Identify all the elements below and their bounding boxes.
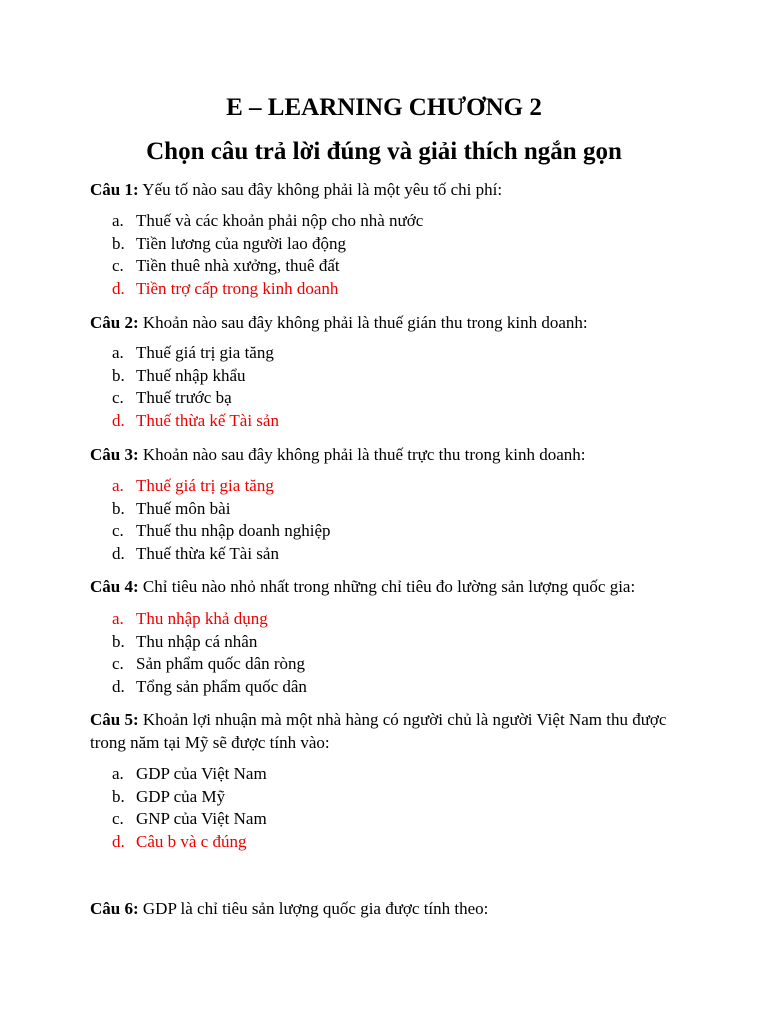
option-item bbox=[90, 410, 690, 433]
option-letter: b. bbox=[112, 365, 125, 385]
question-label: Câu 5: bbox=[90, 710, 139, 729]
option-text: Tổng sản phẩm quốc dân bbox=[136, 676, 307, 696]
option-text: GNP của Việt Nam bbox=[136, 809, 267, 828]
option-item bbox=[90, 786, 690, 809]
question-label: Câu 4: bbox=[90, 577, 139, 596]
question-text: Khoản nào sau đây không phải là thuế trực thu trong kinh doanh: bbox=[142, 445, 586, 464]
option-item bbox=[90, 210, 690, 233]
option-letter: a. bbox=[112, 476, 124, 495]
option-text: Thuế môn bài bbox=[136, 498, 231, 518]
question-text: Yếu tố nào sau đây không phải là một yêu tố chi phí: bbox=[142, 180, 503, 199]
option-letter: d. bbox=[112, 543, 125, 563]
option-letter: d. bbox=[112, 278, 125, 298]
document-title: E – LEARNING CHƯƠNG 2 bbox=[226, 94, 542, 121]
question-text: Khoản nào sau đây không phải là thuế gián thu trong kinh doanh: bbox=[142, 313, 588, 332]
document-subtitle: Chọn câu trả lời đúng và giải thích ngắn gọn bbox=[146, 138, 622, 165]
option-item bbox=[90, 278, 690, 301]
option-item bbox=[90, 608, 690, 631]
option-text: Tiền trợ cấp trong kinh doanh bbox=[136, 278, 339, 298]
option-text: Câu b và c đúng bbox=[136, 831, 247, 851]
option-item bbox=[90, 808, 690, 831]
option-letter: c. bbox=[112, 388, 124, 407]
option-letter: c. bbox=[112, 654, 124, 673]
question-label: Câu 1: bbox=[90, 180, 139, 199]
question-5 bbox=[90, 708, 690, 754]
option-letter: c. bbox=[112, 809, 124, 828]
option-text: Thu nhập khả dụng bbox=[136, 609, 268, 628]
option-letter: b. bbox=[112, 786, 125, 806]
options-list-1 bbox=[90, 210, 690, 300]
option-letter: d. bbox=[112, 676, 125, 696]
option-text: Thuế giá trị gia tăng bbox=[136, 343, 274, 362]
question-label: Câu 3: bbox=[90, 445, 139, 464]
option-item bbox=[90, 365, 690, 388]
option-text: Sản phẩm quốc dân ròng bbox=[136, 654, 306, 673]
options-list-4 bbox=[90, 608, 690, 698]
option-letter: d. bbox=[112, 410, 125, 430]
option-item bbox=[90, 831, 690, 854]
option-letter: a. bbox=[112, 343, 124, 362]
question-2 bbox=[90, 311, 690, 334]
question-3 bbox=[90, 443, 690, 466]
question-text: GDP là chỉ tiêu sản lượng quốc gia được tính theo: bbox=[142, 899, 489, 918]
option-letter: b. bbox=[112, 233, 125, 253]
option-letter: a. bbox=[112, 609, 124, 628]
question-label: Câu 2: bbox=[90, 313, 139, 332]
option-text: Tiền lương của người lao động bbox=[136, 233, 347, 253]
question-text: Chỉ tiêu nào nhỏ nhất trong những chỉ tiêu đo lường sản lượng quốc gia: bbox=[142, 577, 636, 596]
option-text: Thuế trước bạ bbox=[136, 388, 232, 407]
option-text: Thuế nhập khẩu bbox=[136, 365, 246, 385]
option-item bbox=[90, 543, 690, 566]
option-item bbox=[90, 387, 690, 410]
option-item bbox=[90, 475, 690, 498]
option-letter: c. bbox=[112, 256, 124, 275]
question-4 bbox=[90, 575, 690, 598]
option-letter: b. bbox=[112, 631, 125, 651]
option-item bbox=[90, 520, 690, 543]
option-text: GDP của Việt Nam bbox=[136, 764, 267, 783]
options-list-5 bbox=[90, 763, 690, 853]
option-text: Thuế thừa kế Tài sản bbox=[136, 543, 279, 563]
option-text: Tiền thuê nhà xưởng, thuê đất bbox=[136, 256, 340, 275]
options-list-2 bbox=[90, 342, 690, 432]
option-item bbox=[90, 342, 690, 365]
question-label: Câu 6: bbox=[90, 899, 139, 918]
option-letter: a. bbox=[112, 764, 124, 783]
option-letter: b. bbox=[112, 498, 125, 518]
option-letter: d. bbox=[112, 831, 125, 851]
option-item bbox=[90, 653, 690, 676]
option-text: Thuế thừa kế Tài sản bbox=[136, 410, 279, 430]
option-text: Thuế giá trị gia tăng bbox=[136, 476, 274, 495]
option-text: Thu nhập cá nhân bbox=[136, 631, 258, 651]
question-6 bbox=[90, 897, 690, 920]
option-text: Thuế và các khoản phải nộp cho nhà nước bbox=[136, 211, 424, 230]
option-item bbox=[90, 763, 690, 786]
option-item bbox=[90, 676, 690, 699]
option-item bbox=[90, 631, 690, 654]
option-text: GDP của Mỹ bbox=[136, 786, 226, 806]
question-text: Khoản lợi nhuận mà một nhà hàng có người chủ là người Việt Nam thu được trong năm tại Mỹ sẽ được tính vào: bbox=[90, 710, 667, 752]
option-letter: a. bbox=[112, 211, 124, 230]
options-list-3 bbox=[90, 475, 690, 565]
option-text: Thuế thu nhập doanh nghiệp bbox=[136, 521, 331, 540]
question-1 bbox=[90, 178, 690, 201]
option-item bbox=[90, 233, 690, 256]
option-item bbox=[90, 255, 690, 278]
option-item bbox=[90, 498, 690, 521]
option-letter: c. bbox=[112, 521, 124, 540]
